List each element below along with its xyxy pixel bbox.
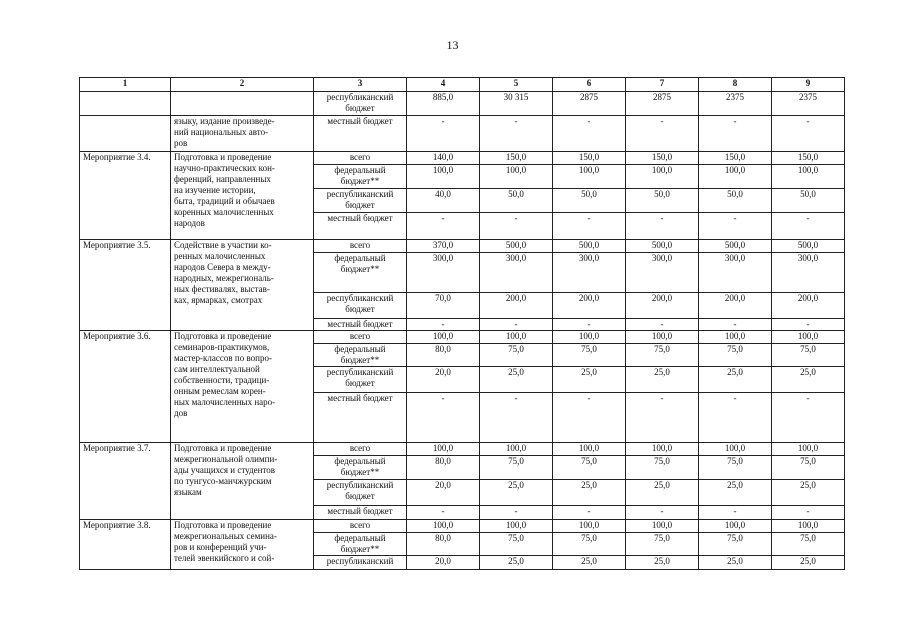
amount-cell: 50,0	[480, 189, 553, 213]
amount-cell: 50,0	[626, 189, 699, 213]
amount-cell: 100,0	[772, 331, 845, 344]
amount-cell: 2375	[699, 92, 772, 116]
measure-description	[171, 92, 314, 116]
table-row	[80, 520, 845, 533]
table-row	[80, 240, 845, 253]
amount-cell: 50,0	[699, 189, 772, 213]
amount-cell: 150,0	[699, 152, 772, 165]
amount-cell: 75,0	[772, 344, 845, 367]
amount-cell: -	[407, 116, 480, 152]
measure-name	[80, 116, 171, 152]
amount-cell: -	[553, 213, 626, 240]
amount-cell: -	[407, 319, 480, 331]
column-header-2: 2	[171, 78, 314, 92]
amount-cell: 75,0	[772, 533, 845, 556]
amount-cell: -	[480, 319, 553, 331]
amount-cell: 70,0	[407, 293, 480, 319]
amount-cell: -	[626, 393, 699, 443]
amount-cell: -	[626, 213, 699, 240]
amount-cell: 75,0	[553, 456, 626, 480]
funding-source: республиканский бюджет	[314, 293, 407, 319]
amount-cell: 885,0	[407, 92, 480, 116]
table-row	[80, 116, 845, 152]
measure-name: Мероприятие 3.8.	[80, 520, 171, 570]
amount-cell: 100,0	[480, 520, 553, 533]
amount-cell: 100,0	[699, 443, 772, 456]
amount-cell: 25,0	[699, 367, 772, 393]
amount-cell: 75,0	[626, 533, 699, 556]
amount-cell: 30 315	[480, 92, 553, 116]
funding-source: федеральный бюджет**	[314, 165, 407, 189]
amount-cell: 100,0	[626, 520, 699, 533]
amount-cell: 75,0	[699, 533, 772, 556]
amount-cell: 80,0	[407, 344, 480, 367]
measure-name: Мероприятие 3.4.	[80, 152, 171, 240]
amount-cell: 25,0	[699, 480, 772, 506]
amount-cell: 25,0	[626, 367, 699, 393]
amount-cell: 80,0	[407, 533, 480, 556]
amount-cell: 100,0	[553, 165, 626, 189]
amount-cell: -	[553, 116, 626, 152]
amount-cell: 200,0	[626, 293, 699, 319]
amount-cell: 300,0	[699, 253, 772, 293]
amount-cell: 25,0	[772, 556, 845, 570]
table-row	[80, 92, 845, 116]
amount-cell: 25,0	[699, 556, 772, 570]
amount-cell: 100,0	[480, 443, 553, 456]
amount-cell: 200,0	[553, 293, 626, 319]
amount-cell: 150,0	[772, 152, 845, 165]
amount-cell: -	[480, 213, 553, 240]
amount-cell: 150,0	[553, 152, 626, 165]
measure-description: Подготовка и проведение межрегиональных семина- ров и конференций учи- телей эвенкийского и сой-	[171, 520, 314, 570]
column-header-1: 1	[80, 78, 171, 92]
measure-name: Мероприятие 3.6.	[80, 331, 171, 443]
funding-source: федеральный бюджет**	[314, 533, 407, 556]
amount-cell: 150,0	[480, 152, 553, 165]
amount-cell: 500,0	[772, 240, 845, 253]
amount-cell: 300,0	[772, 253, 845, 293]
amount-cell: -	[626, 319, 699, 331]
amount-cell: 2375	[772, 92, 845, 116]
amount-cell: 100,0	[626, 331, 699, 344]
amount-cell: 50,0	[553, 189, 626, 213]
amount-cell: 300,0	[553, 253, 626, 293]
amount-cell: -	[407, 213, 480, 240]
amount-cell: -	[772, 319, 845, 331]
amount-cell: -	[699, 393, 772, 443]
funding-source: республиканский бюджет	[314, 480, 407, 506]
amount-cell: -	[480, 393, 553, 443]
funding-source: всего	[314, 152, 407, 165]
table-row	[80, 331, 845, 344]
table-header-row	[80, 78, 845, 92]
amount-cell: 100,0	[699, 165, 772, 189]
amount-cell: 140,0	[407, 152, 480, 165]
amount-cell: -	[407, 393, 480, 443]
amount-cell: 2875	[626, 92, 699, 116]
amount-cell: 20,0	[407, 367, 480, 393]
amount-cell: 20,0	[407, 556, 480, 570]
funding-source: федеральный бюджет**	[314, 344, 407, 367]
amount-cell: -	[699, 319, 772, 331]
amount-cell: 25,0	[772, 480, 845, 506]
funding-source: всего	[314, 331, 407, 344]
funding-source: республиканский	[314, 556, 407, 570]
amount-cell: 25,0	[480, 480, 553, 506]
budget-table	[79, 77, 845, 570]
amount-cell: 2875	[553, 92, 626, 116]
amount-cell: 500,0	[553, 240, 626, 253]
funding-source: всего	[314, 520, 407, 533]
amount-cell: -	[772, 393, 845, 443]
amount-cell: 200,0	[480, 293, 553, 319]
amount-cell: 100,0	[407, 443, 480, 456]
amount-cell: -	[553, 393, 626, 443]
amount-cell: 100,0	[772, 520, 845, 533]
amount-cell: 75,0	[480, 533, 553, 556]
amount-cell: 25,0	[480, 556, 553, 570]
funding-source: местный бюджет	[314, 319, 407, 331]
measure-description: Содействие в участии ко- ренных малочисленных народов Севера в между- народных, межрегиональ- ных фестивалях, выстав- ках, ярмарках, смотрах	[171, 240, 314, 331]
amount-cell: 100,0	[772, 443, 845, 456]
amount-cell: 500,0	[626, 240, 699, 253]
column-header-6: 6	[553, 78, 626, 92]
page-number: 13	[446, 38, 459, 52]
amount-cell: -	[626, 116, 699, 152]
amount-cell: 300,0	[626, 253, 699, 293]
funding-source: федеральный бюджет**	[314, 253, 407, 293]
amount-cell: -	[480, 506, 553, 520]
amount-cell: 100,0	[407, 331, 480, 344]
amount-cell: 300,0	[407, 253, 480, 293]
amount-cell: 75,0	[553, 344, 626, 367]
measure-name	[80, 92, 171, 116]
amount-cell: 150,0	[626, 152, 699, 165]
amount-cell: -	[699, 116, 772, 152]
amount-cell: -	[772, 506, 845, 520]
column-header-7: 7	[626, 78, 699, 92]
funding-source: местный бюджет	[314, 213, 407, 240]
amount-cell: 100,0	[553, 443, 626, 456]
amount-cell: 100,0	[480, 331, 553, 344]
funding-source: федеральный бюджет**	[314, 456, 407, 480]
amount-cell: -	[407, 506, 480, 520]
amount-cell: -	[553, 319, 626, 331]
funding-source: республиканский бюджет	[314, 367, 407, 393]
amount-cell: 25,0	[626, 480, 699, 506]
amount-cell: 200,0	[699, 293, 772, 319]
amount-cell: -	[699, 506, 772, 520]
amount-cell: 40,0	[407, 189, 480, 213]
funding-source: местный бюджет	[314, 393, 407, 443]
column-header-3: 3	[314, 78, 407, 92]
amount-cell: 25,0	[553, 556, 626, 570]
funding-source: местный бюджет	[314, 116, 407, 152]
amount-cell: -	[772, 213, 845, 240]
column-header-8: 8	[699, 78, 772, 92]
funding-source: республиканский бюджет	[314, 189, 407, 213]
amount-cell: 100,0	[699, 520, 772, 533]
amount-cell: 25,0	[553, 367, 626, 393]
amount-cell: 75,0	[480, 344, 553, 367]
amount-cell: 75,0	[699, 344, 772, 367]
amount-cell: 75,0	[626, 344, 699, 367]
amount-cell: 100,0	[407, 520, 480, 533]
amount-cell: 370,0	[407, 240, 480, 253]
amount-cell: 100,0	[553, 520, 626, 533]
amount-cell: 75,0	[626, 456, 699, 480]
amount-cell: -	[480, 116, 553, 152]
amount-cell: -	[772, 116, 845, 152]
funding-source: республиканский бюджет	[314, 92, 407, 116]
measure-name: Мероприятие 3.5.	[80, 240, 171, 331]
amount-cell: 25,0	[480, 367, 553, 393]
amount-cell: 25,0	[553, 480, 626, 506]
amount-cell: 100,0	[772, 165, 845, 189]
amount-cell: 200,0	[772, 293, 845, 319]
amount-cell: 25,0	[772, 367, 845, 393]
amount-cell: 100,0	[553, 331, 626, 344]
funding-source: всего	[314, 240, 407, 253]
measure-description: языку, издание произведе- ний национальных авто- ров	[171, 116, 314, 152]
column-header-4: 4	[407, 78, 480, 92]
amount-cell: 20,0	[407, 480, 480, 506]
table-row	[80, 152, 845, 165]
amount-cell: -	[553, 506, 626, 520]
amount-cell: 100,0	[626, 443, 699, 456]
amount-cell: 25,0	[626, 556, 699, 570]
amount-cell: -	[626, 506, 699, 520]
amount-cell: 100,0	[626, 165, 699, 189]
amount-cell: 75,0	[553, 533, 626, 556]
table-row	[80, 443, 845, 456]
amount-cell: 300,0	[480, 253, 553, 293]
amount-cell: 100,0	[407, 165, 480, 189]
column-header-5: 5	[480, 78, 553, 92]
funding-source: всего	[314, 443, 407, 456]
amount-cell: 75,0	[772, 456, 845, 480]
amount-cell: 75,0	[699, 456, 772, 480]
measure-description: Подготовка и проведение семинаров-практикумов, мастер-классов по вопро- сам интеллектуальной собственности, традици- онным ремеслам корен- ных малочисленных наро- дов	[171, 331, 314, 443]
amount-cell: 50,0	[772, 189, 845, 213]
amount-cell: 500,0	[480, 240, 553, 253]
measure-name: Мероприятие 3.7.	[80, 443, 171, 520]
funding-source: местный бюджет	[314, 506, 407, 520]
column-header-9: 9	[772, 78, 845, 92]
amount-cell: 100,0	[699, 331, 772, 344]
amount-cell: 500,0	[699, 240, 772, 253]
amount-cell: 75,0	[480, 456, 553, 480]
measure-description: Подготовка и проведение научно-практических кон- ференций, направленных на изучение истории, быта, традиций и обычаев коренных малочисленных народов	[171, 152, 314, 240]
amount-cell: 100,0	[480, 165, 553, 189]
amount-cell: -	[699, 213, 772, 240]
measure-description: Подготовка и проведение межрегиональной олимпи- ады учащихся и студентов по тунгусо-манчжурским языкам	[171, 443, 314, 520]
amount-cell: 80,0	[407, 456, 480, 480]
